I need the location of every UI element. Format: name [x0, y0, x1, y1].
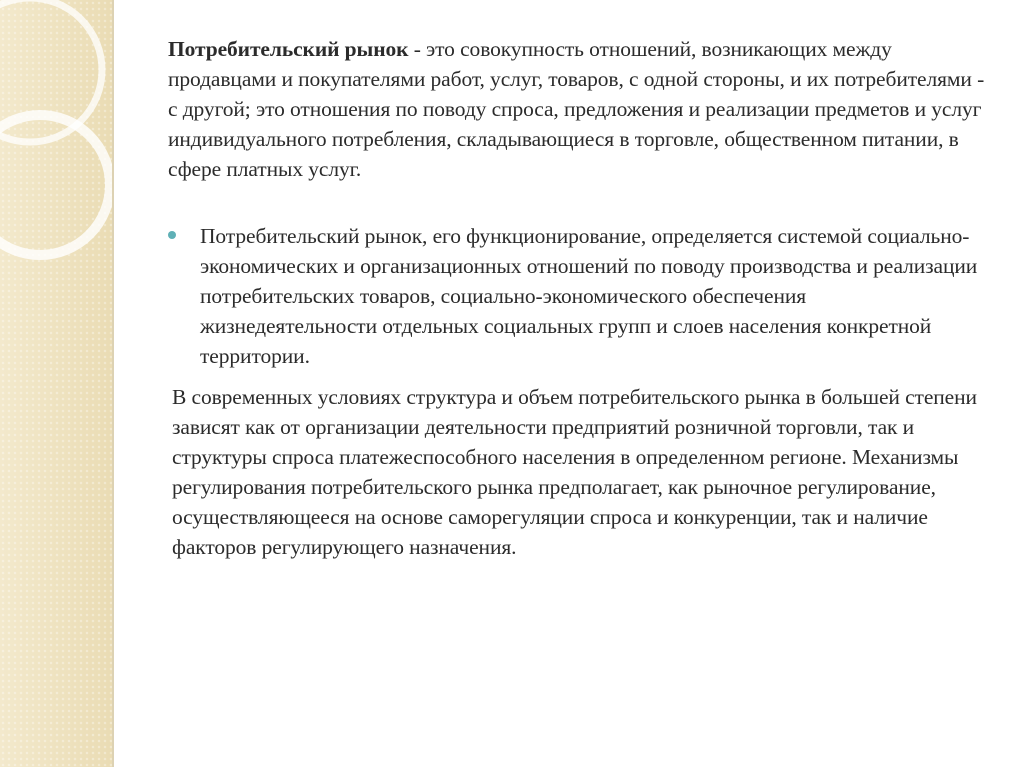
decorative-sidebar: [0, 0, 112, 767]
definition-term: Потребительский рынок: [168, 37, 409, 61]
slide-content: [168, 34, 988, 562]
sidebar-divider: [112, 0, 114, 767]
bullet-text: Потребительский рынок, его функционирование, определяется системой социально-экономических и организационных отношений по поводу производства и реализации потребительских товаров, социально-экономического обеспечения жизнедеятельности отдельных социальных групп и слоев населения конкретной территории.: [200, 224, 978, 368]
conditions-paragraph: В современных условиях структура и объем потребительского рынка в большей степени зависят как от организации деятельности предприятий розничной торговли, так и структуры спроса платежеспособного населения в определенном регионе. Механизмы регулирования потребительского рынка предполагает, как рыночное регулирование, осуществляющееся на основе саморегуляции спроса и конкуренции, так и наличие факторов регулирующего назначения.: [172, 385, 977, 559]
ring-ornament: [0, 0, 112, 767]
bullet-dot-icon: [168, 231, 176, 239]
definition-text: - это совокупность отношений, возникающих между продавцами и покупателями работ, услуг, товаров, с одной стороны, и их потребителями - с другой; это отношения по поводу спроса, предложения и реализации предметов и услуг индивидуального потребления, складывающиеся в торговле, общественном питании, в сфере платных услуг.: [168, 37, 985, 181]
bullet-item: [168, 221, 988, 371]
definition-paragraph: [168, 34, 988, 184]
